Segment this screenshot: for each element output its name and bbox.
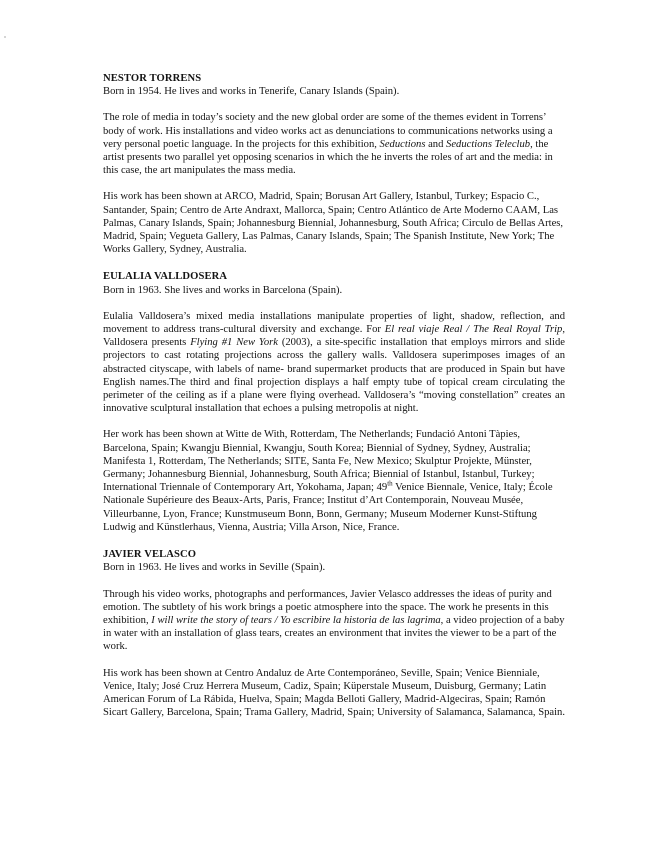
artist-description: [103, 310, 565, 416]
artist-description: [103, 111, 565, 177]
desc-text: , the artist presents two parallel yet opposing scenarios in which the he inverts the roles of art and the media: in this case, the art manipulates the mass media.: [103, 138, 553, 177]
desc-text: , Valldosera presents: [103, 324, 565, 349]
artist-born: Born in 1963. She lives and works in Barcelona (Spain).: [103, 284, 343, 296]
desc-text: Eulalia Valldosera’s mixed media installations manipulate properties of light, shadow, reflection, and movement to address trans-cultural diversity and exchange. For: [103, 310, 565, 336]
artist-section-valldosera: [103, 270, 565, 534]
artist-exhibitions: His work has been shown at Centro Andaluz de Arte Contemporáneo, Seville, Spain; Venice Bienniale, Venice, Italy; José Cruz Herrera Museum, Cadiz, Spain; Küperstale Museum, Duisburg, Germany; Latin American Forum of La Rábida, Huelva, Spain; Magda Belloti Gallery, Madrid-Algeciras, Spain; Ramón Sicart Gallery, Barcelona, Spain; Trama Gallery, Madrid, Spain; University of Salamanca, Salamanca, Spain.: [103, 667, 565, 719]
ordinal-suffix: th: [387, 479, 393, 488]
artist-name: NESTOR TORRENS: [103, 73, 202, 84]
work-title: Seductions: [379, 138, 426, 150]
desc-text: The role of media in today’s society and the new global order are some of the themes evident in Torrens’ body of work. His installations and video works act as denunciations to communications networks using a very personal poetic language. In the projects for this exhibition,: [103, 112, 553, 150]
scan-speck: [4, 36, 6, 38]
desc-text: and: [425, 138, 447, 150]
artist-born: Born in 1963. He lives and works in Seville (Spain).: [103, 562, 326, 574]
shown-text: Her work has been shown at Witte de With, Rotterdam, The Netherlands; Fundació Antoni Tàpies, Barcelona, Spain; Kwangju Biennial, Kwangju, South Korea; Biennial of Sydney, Sydney, Australia; Manifesta 1, Rotterdam, The Netherlands; SITE, Santa Fe, New Mexico; Skulptur Projekte, Münster, Germany; Johannesburg Biennial, Johannesburg, South Africa; Biennial of Istanbul, Istanbul, Turkey; International Triennale of Contemporary Art, Yokohama, Japan; 49: [103, 429, 535, 494]
desc-text: Through his video works, photographs and performances, Javier Velasco addresses the ideas of purity and emotion. The subtlety of his work brings a poetic atmosphere into the space. The work he presents in this exhibition,: [103, 588, 552, 626]
artist-description: [103, 588, 565, 654]
artist-exhibitions: His work has been shown at ARCO, Madrid, Spain; Borusan Art Gallery, Istanbul, Turkey; Espacio C., Santander, Spain; Centro de Arte Andraxt, Mallorca, Spain; Centro Atlántico de Arte Moderno CAAM, Las Palmas, Canary Islands, Spain; Johannesburg Biennial, Johannesburg, South Africa; Circulo de Bellas Artes, Madrid, Spain; Vegueta Gallery, Las Palmas, Canary Islands, Spain; The Spanish Institute, New York; The Works Gallery, Sydney, Australia.: [103, 191, 564, 256]
artist-exhibitions: [103, 428, 565, 534]
desc-text: (2003), a site-specific installation that employs mirrors and slide projectors to cast rotating projections across the gallery walls. Valldosera superimposes images of an abstracted cityscape, with labels of name- brand supermarket products that are produced in Spain but have English names.The third and final projection displays a half empty tube of topical cream circulating the perimeter of the ceiling as if a plane were flying overhead. Valldosera’s “moving constellation” creates an innovative sculptural installation that echoes a pulsing metropolis at night.: [103, 337, 565, 415]
artist-name: EULALIA VALLDOSERA: [103, 271, 228, 283]
work-title: Seductions Teleclub: [446, 138, 531, 150]
artist-name: JAVIER VELASCO: [103, 549, 197, 561]
work-title: Flying #1 New York: [190, 337, 278, 349]
work-title: I will write the story of tears / Yo escribire la historia de las lagrima: [151, 614, 441, 626]
artist-born: Born in 1954. He lives and works in Tenerife, Canary Islands (Spain).: [103, 86, 400, 98]
artist-section-velasco: [103, 548, 565, 719]
shown-text: Venice Biennale, Venice, Italy; École Nationale Supérieure des Beaux-Arts, Paris, France; Institut d’Art Contemporain, Nouveau Musée, Villeurbanne, Lyon, France; Kunstmuseum Bonn, Bonn, Germany; Museum Moderner Kunst-Stiftung Ludwig and Künstlerhaus, Vienna, Austria; Villa Arson, Nice, France.: [103, 482, 553, 533]
artist-section-torrens: [103, 72, 565, 256]
work-title: El real viaje Real / The Real Royal Trip: [384, 324, 563, 336]
desc-text: , a video projection of a baby in water with an installation of glass tears, creates an environment that invites the viewer to be a part of the work.: [103, 614, 565, 653]
document-body: [103, 72, 565, 719]
